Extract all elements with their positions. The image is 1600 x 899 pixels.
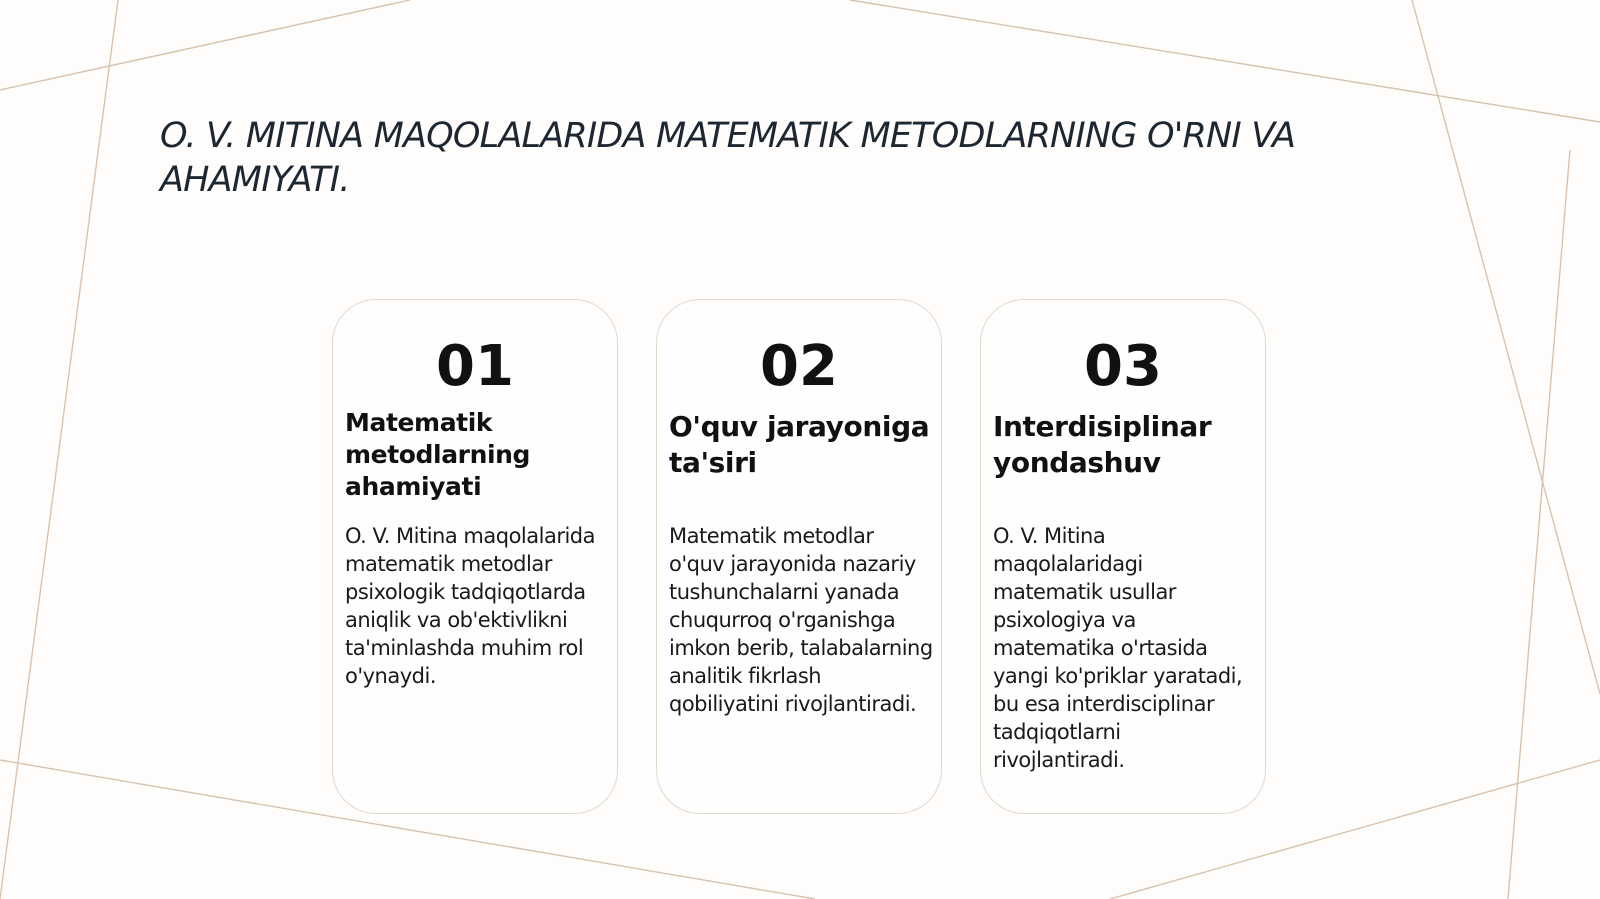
card-body: Matematik metodlar o'quv jarayonida nazariy tushunchalarni yanada chuqurroq o'rganishga imkon berib, talabalarning analitik fikrlash qobiliyatini rivojlantiradi.: [669, 524, 933, 716]
card-heading: Interdisiplinar yondashuv: [993, 410, 1212, 479]
card-03: [980, 299, 1266, 814]
card-02: [656, 299, 942, 814]
card-body: O. V. Mitina maqolalaridagi matematik usullar psixologiya va matematika o'rtasida yangi ko'priklar yaratadi, bu esa interdisciplinar tadqiqotlarni rivojlantiradi.: [993, 524, 1243, 772]
card-01: [332, 299, 618, 814]
card-heading: Matematik metodlarning ahamiyati: [345, 408, 531, 501]
card-number: 01: [436, 334, 514, 399]
card-number: 02: [760, 334, 838, 399]
slide-title: O. V. MITINA MAQOLALARIDA MATEMATIK METODLARNING O'RNI VA AHAMIYATI.: [160, 116, 1296, 200]
card-heading: O'quv jarayoniga ta'siri: [669, 410, 930, 479]
card-number: 03: [1084, 334, 1162, 399]
card-body: O. V. Mitina maqolalarida matematik metodlar psixologik tadqiqotlarda aniqlik va ob'ektivlikni ta'minlashda muhim rol o'ynaydi.: [345, 524, 595, 688]
